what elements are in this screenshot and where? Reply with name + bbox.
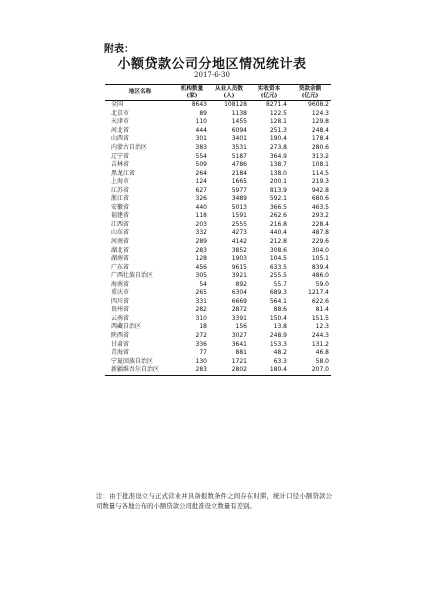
value-cell: 178.4 [311, 135, 329, 143]
value-cell: 273.8 [269, 144, 287, 151]
value-cell: 1903 [231, 255, 247, 263]
value-cell: 3921 [231, 272, 247, 280]
value-cell: 46.8 [315, 349, 329, 357]
value-cell: 262.6 [269, 212, 287, 220]
region-name-cell: 天津市 [111, 118, 130, 126]
value-cell: 2802 [209, 366, 249, 375]
value-cell: 3027 [231, 332, 247, 340]
value-cell: 124.3 [311, 109, 329, 117]
table-row [105, 152, 331, 161]
value-cell: 336 [195, 340, 207, 348]
region-name-cell: 海南省 [111, 280, 130, 288]
value-cell: 5187 [231, 152, 247, 160]
value-cell: 487.8 [311, 229, 329, 237]
value-cell: 5977 [231, 186, 247, 194]
table-row [105, 306, 331, 315]
region-name-cell: 西藏自治区 [111, 323, 142, 331]
value-cell: 456 [195, 263, 207, 271]
region-name-cell: 辽宁省 [111, 152, 130, 160]
table-row [105, 144, 331, 153]
region-name-cell: 山东省 [111, 229, 130, 237]
value-cell: 680.6 [311, 195, 329, 203]
value-cell: 3391 [231, 314, 247, 322]
value-cell: 2184 [231, 169, 247, 177]
value-cell: 1665 [231, 178, 247, 186]
value-cell: 308.6 [269, 246, 287, 254]
value-cell: 129.8 [311, 118, 329, 126]
value-cell: 151.5 [311, 314, 329, 322]
region-name-cell: 贵州省 [111, 306, 130, 314]
value-cell: 110 [195, 118, 207, 126]
column-header: 从业人员数 (人) [209, 85, 249, 101]
value-cell: 216.8 [269, 220, 287, 228]
value-cell: 304.0 [311, 246, 329, 254]
region-name-cell: 湖南省 [111, 255, 130, 263]
column-header: 地区名称 [105, 85, 175, 101]
region-name-cell: 湖北省 [111, 246, 130, 254]
value-cell: 244.3 [311, 332, 329, 340]
region-name-cell: 安徽省 [111, 203, 130, 211]
value-cell: 138.0 [269, 169, 287, 177]
table-row [105, 169, 331, 178]
value-cell: 58.0 [315, 357, 329, 365]
value-cell: 881 [235, 349, 247, 357]
value-cell: 153.3 [269, 340, 287, 348]
table-row [105, 315, 331, 324]
region-name-cell: 重庆市 [111, 289, 130, 297]
value-cell: 383 [195, 144, 207, 151]
value-cell: 283 [175, 366, 209, 375]
value-cell: 444 [195, 126, 207, 134]
table-row [105, 161, 331, 170]
value-cell: 13.8 [273, 323, 287, 331]
value-cell: 8643 [191, 101, 207, 109]
value-cell: 592.1 [269, 195, 287, 203]
value-cell: 283 [195, 246, 207, 254]
region-name-cell: 河南省 [111, 238, 130, 246]
table-row [105, 366, 331, 375]
value-cell: 59.0 [315, 280, 329, 288]
value-cell: 1721 [231, 357, 247, 365]
value-cell: 364.9 [269, 152, 287, 160]
value-cell: 1591 [231, 212, 247, 220]
value-cell: 150.4 [269, 314, 287, 322]
value-cell: 3489 [231, 195, 247, 203]
value-cell: 108.1 [311, 161, 329, 169]
table-row [105, 349, 331, 358]
region-name-cell: 四川省 [111, 297, 130, 305]
column-header: 贷款余额 (亿元) [289, 85, 331, 101]
value-cell: 4273 [231, 229, 247, 237]
region-name-cell: 宁夏回族自治区 [111, 357, 154, 365]
value-cell: 554 [195, 152, 207, 160]
value-cell: 122.5 [269, 109, 287, 117]
value-cell: 313.2 [311, 152, 329, 160]
appendix-label: 附表： [104, 44, 134, 55]
value-cell: 114.5 [311, 169, 329, 177]
value-cell: 89 [199, 109, 207, 117]
value-cell: 138.7 [269, 161, 287, 169]
value-cell: 207.0 [289, 366, 331, 375]
value-cell: 5013 [231, 203, 247, 211]
table-row [105, 195, 331, 204]
table-row [105, 323, 331, 332]
region-name-cell: 全国 [111, 101, 124, 109]
value-cell: 190.4 [269, 135, 287, 143]
value-cell: 486.0 [311, 272, 329, 280]
value-cell: 310 [195, 314, 207, 322]
table-row [105, 135, 331, 144]
value-cell: 55.7 [273, 280, 287, 288]
table-row [105, 238, 331, 247]
value-cell: 6094 [231, 126, 247, 134]
value-cell: 9615 [231, 263, 247, 271]
table-row [105, 229, 331, 238]
value-cell: 1138 [231, 109, 247, 117]
value-cell: 265 [195, 289, 207, 297]
region-name-cell: 青海省 [111, 349, 130, 357]
value-cell: 272 [195, 332, 207, 340]
value-cell: 1217.4 [308, 289, 329, 297]
table-row [105, 118, 331, 127]
region-name-cell: 上海市 [111, 178, 130, 186]
value-cell: 305 [195, 272, 207, 280]
value-cell: 331 [195, 297, 207, 305]
region-name-cell: 福建省 [111, 212, 130, 220]
value-cell: 564.1 [269, 297, 287, 305]
table-row [105, 110, 331, 119]
value-cell: 633.5 [269, 263, 287, 271]
value-cell: 128.1 [269, 118, 287, 126]
value-cell: 301 [195, 135, 207, 143]
value-cell: 366.5 [269, 203, 287, 211]
report-date: 2017-6-30 [194, 71, 230, 79]
table-row [105, 272, 331, 281]
table-row [105, 178, 331, 187]
table-row [105, 289, 331, 298]
region-name-cell: 广东省 [111, 263, 130, 271]
region-name-cell: 新疆维吾尔自治区 [105, 366, 175, 375]
value-cell: 326 [195, 195, 207, 203]
table-row [105, 101, 331, 110]
value-cell: 892 [235, 280, 247, 288]
table-row [105, 340, 331, 349]
value-cell: 228.4 [311, 220, 329, 228]
value-cell: 9608.2 [308, 101, 329, 109]
table-row [105, 204, 331, 213]
value-cell: 264 [195, 169, 207, 177]
table-row [105, 221, 331, 230]
value-cell: 4786 [231, 161, 247, 169]
value-cell: 131.2 [311, 340, 329, 348]
value-cell: 81.4 [315, 306, 329, 314]
statistics-table [105, 84, 331, 376]
value-cell: 622.6 [311, 297, 329, 305]
value-cell: 4142 [231, 238, 247, 246]
value-cell: 813.9 [269, 186, 287, 194]
value-cell: 280.6 [311, 144, 329, 151]
table-row [105, 263, 331, 272]
table-row [105, 357, 331, 366]
region-name-cell: 山西省 [111, 135, 130, 143]
region-name-cell: 广西壮族自治区 [111, 272, 154, 280]
value-cell: 255.5 [269, 272, 287, 280]
value-cell: 2872 [231, 306, 247, 314]
table-row [105, 246, 331, 255]
value-cell: 18 [199, 323, 207, 331]
value-cell: 251.3 [269, 126, 287, 134]
value-cell: 509 [195, 161, 207, 169]
value-cell: 219.3 [311, 178, 329, 186]
table-row [105, 127, 331, 136]
region-name-cell: 陕西省 [111, 332, 130, 340]
table-row [105, 280, 331, 289]
column-header: 实收资本 (亿元) [249, 85, 289, 101]
value-cell: 440.4 [269, 229, 287, 237]
value-cell: 689.3 [269, 289, 287, 297]
value-cell: 180.4 [249, 366, 289, 375]
value-cell: 332 [195, 229, 207, 237]
value-cell: 248.9 [269, 332, 287, 340]
region-name-cell: 甘肃省 [111, 340, 130, 348]
page-title: 小额贷款公司分地区情况统计表 [117, 57, 307, 72]
value-cell: 248.4 [311, 126, 329, 134]
value-cell: 8271.4 [266, 101, 287, 109]
column-header: 机构数量 (家) [175, 85, 209, 101]
value-cell: 289 [195, 238, 207, 246]
value-cell: 104.5 [269, 255, 287, 263]
region-name-cell: 黑龙江省 [111, 169, 136, 177]
table-row [105, 332, 331, 341]
value-cell: 3531 [231, 144, 247, 151]
table-row [105, 186, 331, 195]
value-cell: 293.2 [311, 212, 329, 220]
value-cell: 108128 [224, 101, 247, 109]
value-cell: 124 [195, 178, 207, 186]
value-cell: 229.6 [311, 238, 329, 246]
footnote: 注：由于批准设立与正式营业并具备报数条件之间存在时滞，统计口径小额贷款公司数量与各地公布的小额贷款公司批准设立数量有差别。 [96, 492, 332, 510]
value-cell: 118 [195, 212, 207, 220]
value-cell: 63.3 [273, 357, 287, 365]
value-cell: 282 [195, 306, 207, 314]
value-cell: 1455 [231, 118, 247, 126]
value-cell: 3641 [231, 340, 247, 348]
region-name-cell: 江苏省 [111, 186, 130, 194]
value-cell: 48.2 [273, 349, 287, 357]
region-name-cell: 云南省 [111, 314, 130, 322]
table-body [105, 101, 331, 376]
region-name-cell: 吉林省 [111, 161, 130, 169]
value-cell: 839.4 [311, 263, 329, 271]
value-cell: 942.8 [311, 186, 329, 194]
value-cell: 440 [195, 203, 207, 211]
value-cell: 54 [199, 280, 207, 288]
value-cell: 88.6 [273, 306, 287, 314]
value-cell: 627 [195, 186, 207, 194]
value-cell: 12.3 [315, 323, 329, 331]
region-name-cell: 浙江省 [111, 195, 130, 203]
value-cell: 463.5 [311, 203, 329, 211]
table-row [105, 298, 331, 307]
value-cell: 156 [235, 323, 247, 331]
region-name-cell: 江西省 [111, 220, 130, 228]
region-name-cell: 内蒙古自治区 [111, 144, 148, 151]
value-cell: 77 [199, 349, 207, 357]
value-cell: 6669 [231, 297, 247, 305]
region-name-cell: 北京市 [111, 109, 130, 117]
table-row [105, 212, 331, 221]
value-cell: 200.1 [269, 178, 287, 186]
value-cell: 6304 [231, 289, 247, 297]
table-header-row [105, 85, 331, 101]
value-cell: 3401 [231, 135, 247, 143]
value-cell: 128 [195, 255, 207, 263]
region-name-cell: 河北省 [111, 126, 130, 134]
value-cell: 2555 [231, 220, 247, 228]
value-cell: 212.8 [269, 238, 287, 246]
value-cell: 105.1 [311, 255, 329, 263]
table-row [105, 255, 331, 264]
value-cell: 203 [195, 220, 207, 228]
value-cell: 3852 [231, 246, 247, 254]
value-cell: 130 [195, 357, 207, 365]
